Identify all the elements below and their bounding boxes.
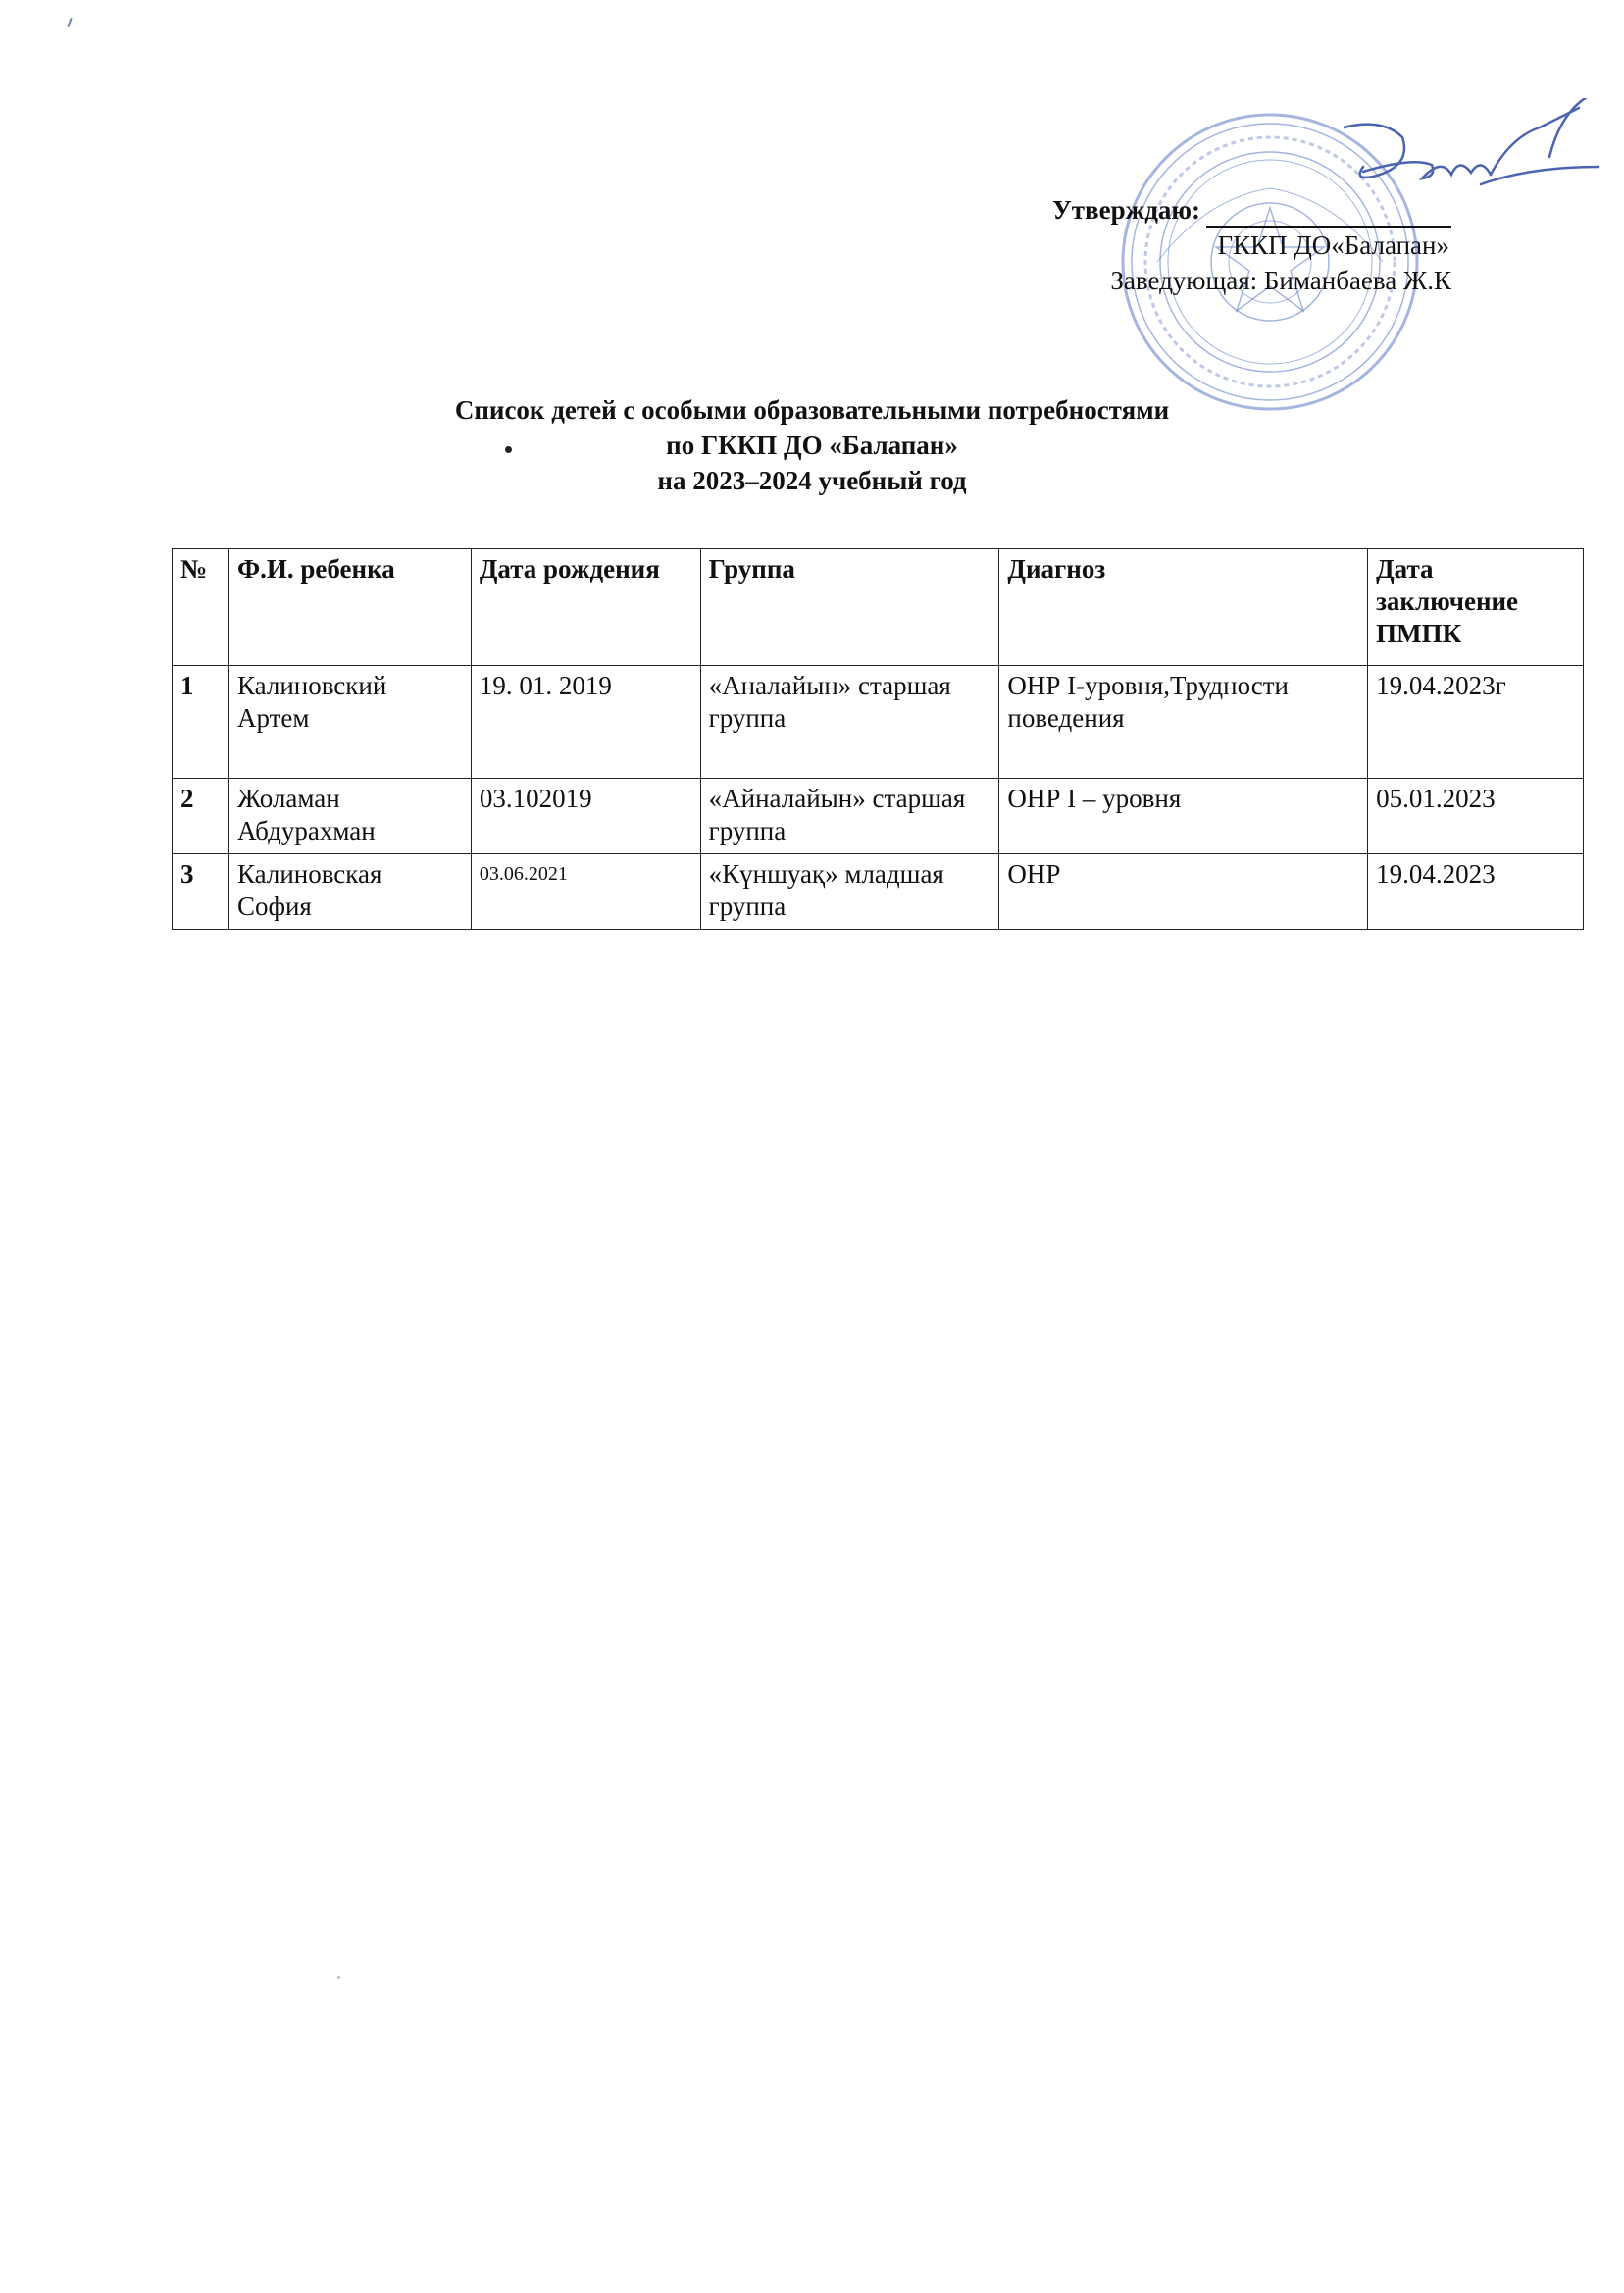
signature-line — [1206, 200, 1451, 228]
header-number: № — [173, 549, 229, 666]
pmpk-date: 19.04.2023г — [1368, 666, 1584, 779]
birth-date: 03.06.2021 — [471, 854, 700, 930]
child-name: Жоламан Абдурахман — [228, 779, 471, 854]
birth-date: 19. 01. 2019 — [471, 666, 700, 779]
children-table — [172, 548, 1584, 930]
pmpk-date: 19.04.2023 — [1368, 854, 1584, 930]
header-group: Группа — [700, 549, 999, 666]
header-name: Ф.И. ребенка — [228, 549, 471, 666]
head-name: Заведующая: Биманбаева Ж.К — [1110, 266, 1451, 295]
group-name: «Айналайын» старшая группа — [700, 779, 999, 854]
approval-block — [941, 192, 1451, 298]
table-row — [173, 666, 1584, 779]
scan-mark — [67, 18, 72, 27]
row-number: 3 — [173, 854, 229, 930]
title-line-3: на 2023–2024 учебный год — [657, 466, 967, 495]
header-birth-date: Дата рождения — [471, 549, 700, 666]
scan-speck — [337, 1976, 340, 1979]
table-row — [173, 779, 1584, 854]
title-line-2: по ГККП ДО «Балапан» — [666, 431, 958, 460]
table-header-row — [173, 549, 1584, 666]
child-name: Калиновская София — [228, 854, 471, 930]
diagnosis: ОНР I-уровня,Трудности поведения — [999, 666, 1368, 779]
diagnosis: ОНР — [999, 854, 1368, 930]
document-title — [0, 392, 1624, 498]
ink-dot — [505, 446, 512, 453]
header-pmpk-date: Дата заключение ПМПК — [1368, 549, 1584, 666]
approval-line — [941, 192, 1451, 228]
row-number: 2 — [173, 779, 229, 854]
title-line-1: Список детей с особыми образовательными потребностями — [454, 395, 1170, 425]
header-diagnosis: Диагноз — [999, 549, 1368, 666]
child-name: Калиновский Артем — [228, 666, 471, 779]
group-name: «Аналайын» старшая группа — [700, 666, 999, 779]
approve-label: Утверждаю: — [1051, 195, 1200, 225]
birth-date: 03.102019 — [471, 779, 700, 854]
organization-name: ГККП ДО«Балапан» — [1217, 230, 1449, 260]
table-row — [173, 854, 1584, 930]
pmpk-date: 05.01.2023 — [1368, 779, 1584, 854]
diagnosis: ОНР I – уровня — [999, 779, 1368, 854]
row-number: 1 — [173, 666, 229, 779]
group-name: «Күншуақ» младшая группа — [700, 854, 999, 930]
